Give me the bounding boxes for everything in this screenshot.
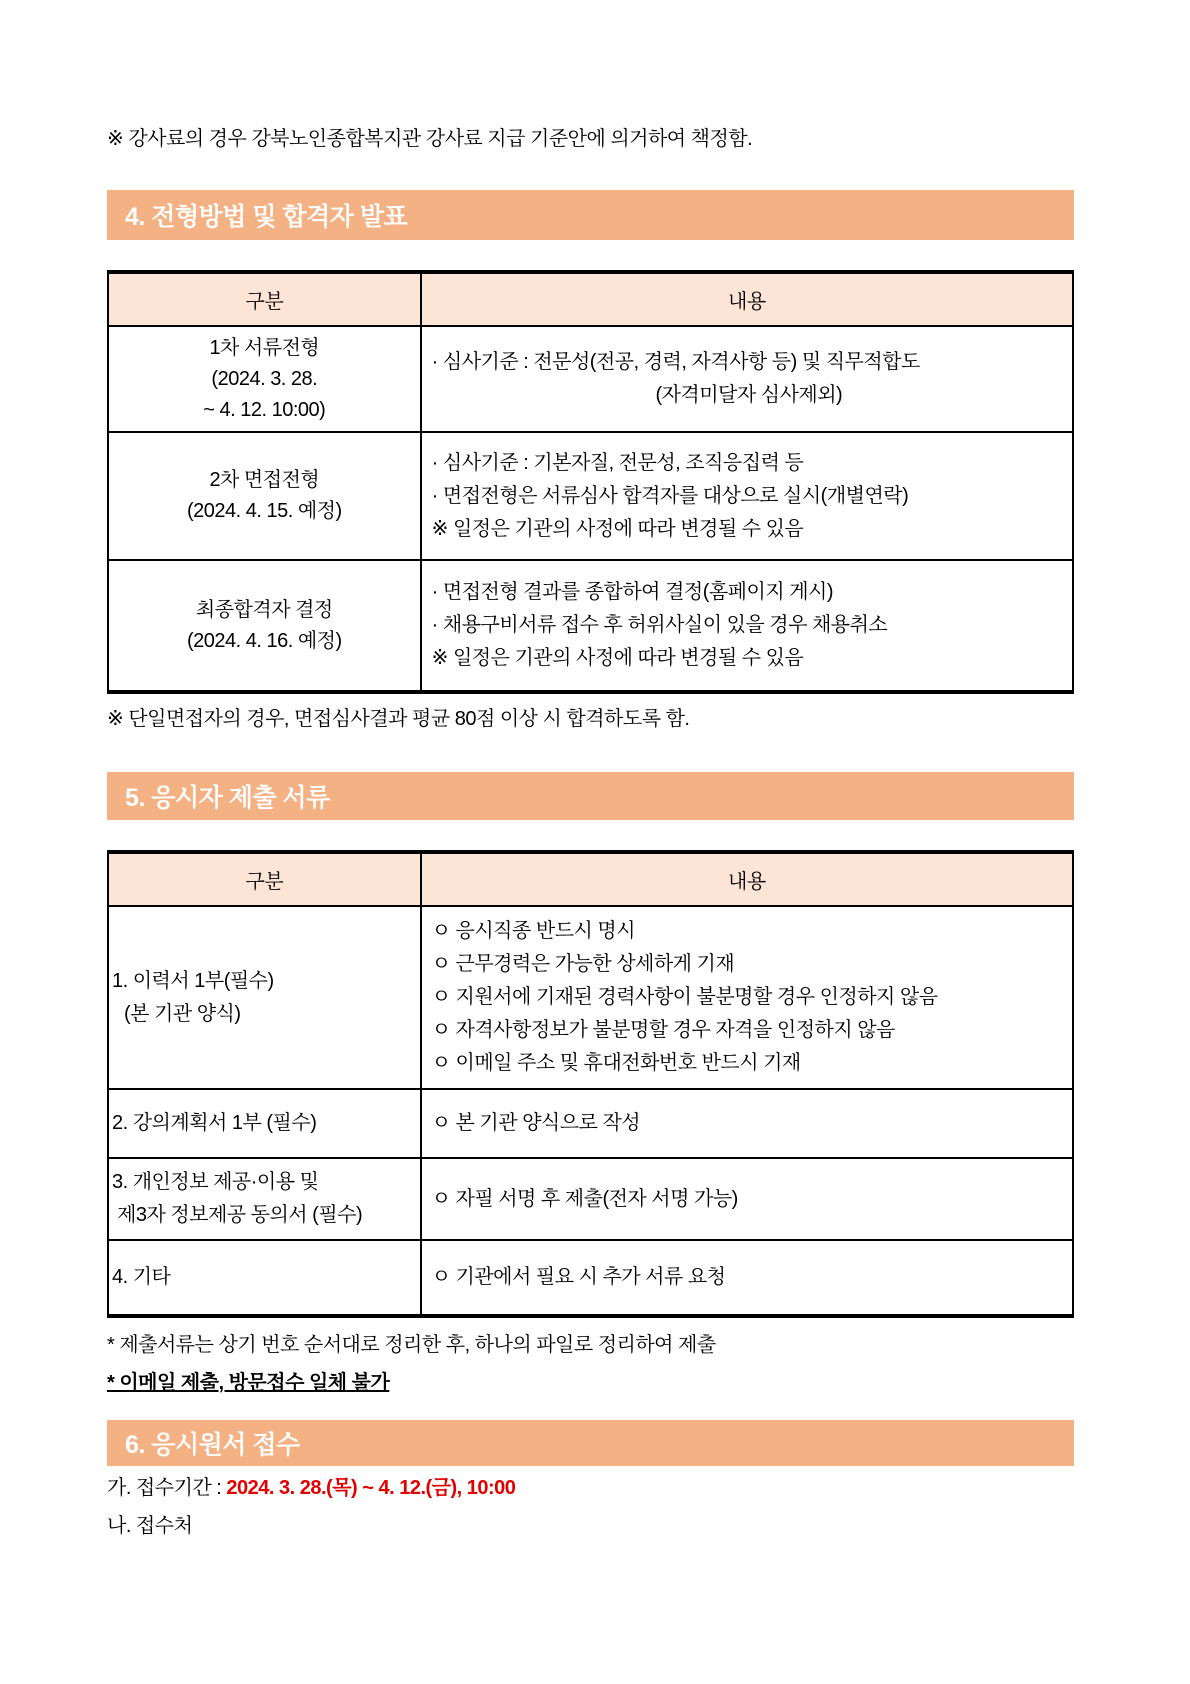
table-row (108, 1158, 1073, 1240)
submission-documents-table (107, 850, 1074, 1318)
table-row (108, 1089, 1073, 1158)
column-header-content: 내용 (421, 272, 1073, 326)
section-4-header (107, 190, 1074, 240)
section-6-title: 6. 응시원서 접수 (125, 1431, 300, 1459)
table-header-row (108, 852, 1073, 906)
row-content: ㅇ 자필 서명 후 제출(전자 서명 가능) (421, 1158, 1073, 1240)
section-5-header (107, 772, 1074, 820)
footnote-ordering: * 제출서류는 상기 번호 순서대로 정리한 후, 하나의 파일로 정리하여 제출 (107, 1334, 716, 1356)
table-row (108, 432, 1073, 560)
row-content: ㅇ 응시직종 반드시 명시 ㅇ 근무경력은 가능한 상세하게 기재 ㅇ 지원서에 기재된 경력사항이 불분명할 경우 인정하지 않음 ㅇ 자격사항정보가 불분명할 경우 자격을 인정하지 않음 ㅇ 이메일 주소 및 휴대전화번호 반드시 기재 (421, 906, 1073, 1089)
table-header-row (108, 272, 1073, 326)
row-category: 4. 기타 (108, 1240, 421, 1316)
row-content: ㅇ 본 기관 양식으로 작성 (421, 1089, 1073, 1158)
row-content: ㅇ 기관에서 필요 시 추가 서류 요청 (421, 1240, 1073, 1316)
reception-period-line (107, 1472, 1074, 1504)
single-interview-note: ※ 단일면접자의 경우, 면접심사결과 평균 80점 이상 시 합격하도록 함. (107, 708, 690, 730)
section-5-title: 5. 응시자 제출 서류 (125, 784, 330, 812)
document-page (107, 0, 1074, 1542)
reception-period-label: 가. 접수기간 : (107, 1477, 227, 1499)
reception-period-value: 2024. 3. 28.(목) ~ 4. 12.(금), 10:00 (226, 1477, 516, 1499)
column-header-category: 구분 (108, 272, 421, 326)
row-category: 2. 강의계획서 1부 (필수) (108, 1089, 421, 1158)
footnote-no-email: * 이메일 제출, 방문접수 일체 불가 (107, 1372, 390, 1394)
row-category: 1차 서류전형 (2024. 3. 28. ~ 4. 12. 10:00) (108, 326, 421, 432)
table-row (108, 906, 1073, 1089)
section-4-title: 4. 전형방법 및 합격자 발표 (125, 203, 408, 231)
row-category: 2차 면접전형 (2024. 4. 15. 예정) (108, 432, 421, 560)
row-content: · 심사기준 : 기본자질, 전문성, 조직응집력 등 · 면접전형은 서류심사 합격자를 대상으로 실시(개별연락) ※ 일정은 기관의 사정에 따라 변경될 수 있음 (421, 432, 1073, 560)
reception-place-line: 나. 접수처 (107, 1515, 193, 1537)
row-category: 최종합격자 결정 (2024. 4. 16. 예정) (108, 560, 421, 692)
row-content: · 면접전형 결과를 종합하여 결정(홈페이지 게시) · 채용구비서류 접수 후 허위사실이 있을 경우 채용취소 ※ 일정은 기관의 사정에 따라 변경될 수 있음 (421, 560, 1073, 692)
table-row (108, 1240, 1073, 1316)
selection-method-table (107, 270, 1074, 694)
lecture-fee-note: ※ 강사료의 경우 강북노인종합복지관 강사료 지급 기준안에 의거하여 책정함. (107, 128, 753, 150)
submission-footnotes (107, 1326, 1074, 1402)
row-category: 3. 개인정보 제공·이용 및 제3자 정보제공 동의서 (필수) (108, 1158, 421, 1240)
section-6-header (107, 1420, 1074, 1466)
row-category: 1. 이력서 1부(필수) (본 기관 양식) (108, 906, 421, 1089)
column-header-content: 내용 (421, 852, 1073, 906)
column-header-category: 구분 (108, 852, 421, 906)
table-row (108, 326, 1073, 432)
row-content: · 심사기준 : 전문성(전공, 경력, 자격사항 등) 및 직무적합도 (자격미달자 심사제외) (421, 326, 1073, 432)
table-row (108, 560, 1073, 692)
